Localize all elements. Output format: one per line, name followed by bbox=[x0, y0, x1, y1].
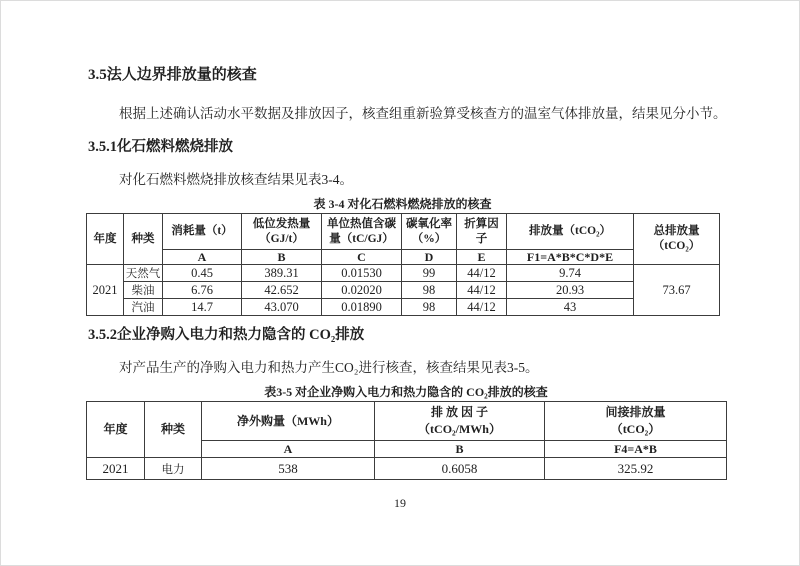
page-number: 19 bbox=[394, 496, 406, 510]
cell-factor: 44/12 bbox=[457, 265, 507, 282]
header-cell-indirect-emission bbox=[545, 402, 727, 441]
section-3-5-1-heading: 3.5.1化石燃料燃烧排放 bbox=[88, 139, 233, 155]
cell-kind: 天然气 bbox=[124, 265, 163, 282]
header-cell-carbon-content bbox=[322, 214, 402, 250]
header-cell-total-line2: （tCO₂） bbox=[652, 240, 701, 252]
cell-year: 2021 bbox=[87, 458, 145, 480]
table-row-natural-gas bbox=[87, 265, 720, 282]
cell-emission: 9.74 bbox=[507, 265, 634, 282]
header-cell-kind: 种类 bbox=[145, 402, 202, 458]
cell-indirect-emission: 325.92 bbox=[545, 458, 727, 480]
header-cell-factor-line2: 子 bbox=[475, 232, 488, 245]
header-cell-consumption: 消耗量（t） bbox=[163, 214, 242, 250]
section-3-5-2-heading: 3.5.2企业净购入电力和热力隐含的 CO₂排放 bbox=[88, 327, 365, 343]
table-3-5-header-row-1 bbox=[87, 402, 727, 441]
cell-emission-factor: 0.6058 bbox=[375, 458, 545, 480]
cell-factor: 44/12 bbox=[457, 282, 507, 299]
cell-kind: 柴油 bbox=[124, 282, 163, 299]
header-cell-emission-factor-line1: 排 放 因 子 bbox=[430, 405, 488, 419]
cell-carbon: 0.02020 bbox=[322, 282, 402, 299]
cell-consumption: 14.7 bbox=[163, 299, 242, 316]
table-3-4-formula-row bbox=[87, 250, 720, 265]
cell-factor: 44/12 bbox=[457, 299, 507, 316]
cell-kind: 汽油 bbox=[124, 299, 163, 316]
table-3-4 bbox=[86, 213, 720, 316]
section-3-5-paragraph: 根据上述确认活动水平数据及排放因子，核查组重新验算受核查方的温室气体排放量，结果见分小节。 bbox=[119, 106, 727, 121]
header-cell-emission-factor-line2: （tCO₂/MWh） bbox=[418, 422, 501, 436]
table-3-4-caption: 表 3-4 对化石燃料燃烧排放的核查 bbox=[313, 197, 492, 211]
cell-carbon: 0.01530 bbox=[322, 265, 402, 282]
formula-cell-a: A bbox=[163, 250, 242, 265]
cell-net-purchase: 538 bbox=[202, 458, 375, 480]
table-3-5-caption: 表3-5 对企业净购入电力和热力隐含的 CO₂排放的核查 bbox=[264, 385, 548, 399]
section-3-5-2-paragraph: 对产品生产的净购入电力和热力产生CO₂进行核查，核查结果见表3-5。 bbox=[119, 360, 539, 375]
formula-cell-d: D bbox=[402, 250, 457, 265]
cell-oxidation: 98 bbox=[402, 299, 457, 316]
header-cell-total-line1: 总排放量 bbox=[653, 225, 700, 237]
cell-kind: 电力 bbox=[145, 458, 202, 480]
cell-year: 2021 bbox=[87, 265, 124, 316]
header-cell-carbon-line2: 量（tC/GJ） bbox=[329, 232, 394, 245]
table-row-electricity bbox=[87, 458, 727, 480]
cell-emission: 43 bbox=[507, 299, 634, 316]
formula-cell-a: A bbox=[202, 441, 375, 458]
cell-carbon: 0.01890 bbox=[322, 299, 402, 316]
header-cell-oxidation-rate bbox=[402, 214, 457, 250]
cell-total-emission: 73.67 bbox=[634, 265, 720, 316]
cell-emission: 20.93 bbox=[507, 282, 634, 299]
section-3-5-heading: 3.5法人边界排放量的核查 bbox=[88, 67, 257, 83]
header-cell-emission-factor bbox=[375, 402, 545, 441]
header-cell-oxidation-line1: 碳氧化率 bbox=[406, 217, 452, 230]
header-cell-conversion-factor bbox=[457, 214, 507, 250]
cell-ncv: 389.31 bbox=[242, 265, 322, 282]
cell-ncv: 43.070 bbox=[242, 299, 322, 316]
header-cell-factor-line1: 折算因 bbox=[464, 217, 499, 230]
header-cell-ncv bbox=[242, 214, 322, 250]
table-3-5 bbox=[86, 401, 727, 480]
cell-consumption: 0.45 bbox=[163, 265, 242, 282]
formula-cell-b: B bbox=[375, 441, 545, 458]
table-row-gasoline bbox=[87, 299, 720, 316]
cell-oxidation: 98 bbox=[402, 282, 457, 299]
cell-oxidation: 99 bbox=[402, 265, 457, 282]
cell-ncv: 42.652 bbox=[242, 282, 322, 299]
header-cell-indirect-line2: （tCO₂） bbox=[610, 422, 661, 436]
header-cell-ncv-line2: （GJ/t） bbox=[259, 232, 304, 245]
header-cell-oxidation-line2: （%） bbox=[411, 232, 447, 245]
formula-cell-b: B bbox=[242, 250, 322, 265]
table-row-diesel bbox=[87, 282, 720, 299]
formula-cell-e: E bbox=[457, 250, 507, 265]
formula-cell-f4: F4=A*B bbox=[545, 441, 727, 458]
formula-cell-c: C bbox=[322, 250, 402, 265]
header-cell-year: 年度 bbox=[87, 214, 124, 265]
cell-consumption: 6.76 bbox=[163, 282, 242, 299]
header-cell-kind: 种类 bbox=[124, 214, 163, 265]
header-cell-emission: 排放量（tCO₂） bbox=[507, 214, 634, 250]
header-cell-ncv-line1: 低位发热量 bbox=[252, 217, 311, 230]
formula-cell-f1: F1=A*B*C*D*E bbox=[507, 250, 634, 265]
section-3-5-1-paragraph: 对化石燃料燃烧排放核查结果见表3-4。 bbox=[119, 172, 353, 187]
header-cell-carbon-line1: 单位热值含碳 bbox=[327, 217, 396, 230]
header-cell-indirect-line1: 间接排放量 bbox=[605, 405, 666, 419]
header-cell-total-emission bbox=[634, 214, 720, 265]
header-cell-year: 年度 bbox=[87, 402, 145, 458]
table-3-4-header-row-1 bbox=[87, 214, 720, 250]
header-cell-net-purchase: 净外购量（MWh） bbox=[202, 402, 375, 441]
